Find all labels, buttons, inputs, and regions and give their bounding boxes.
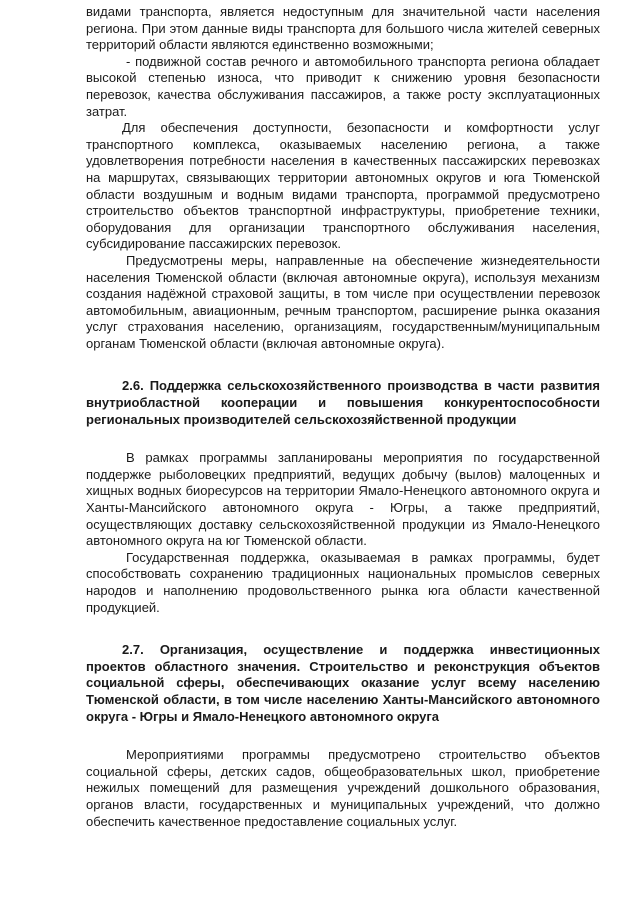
paragraph-rolling-stock: - подвижной состав речного и автомобильного транспорта региона обладает высокой степенью износа, что приводит к снижению уровня безопасности перевозок, качества обслуживания пассажиров, а также росту эксплуатационных затрат. <box>86 53 600 119</box>
section-heading-2-7: 2.7. Организация, осуществление и поддержка инвестиционных проектов областного значения. Строительство и реконструкция объектов социальной сферы, обеспечивающих оказание услуг всему населению Тюменской области, в том числе населению Ханты-Мансийского автономного округа - Югры и Ямало-Ненецкого автономного округа <box>86 642 600 724</box>
paragraph-insurance-measures: Предусмотрены меры, направленные на обеспечение жизнедеятельности населения Тюменской области (включая автономные округа), используя механизм создания надёжной страховой защиты, в том числе при осуществлении перевозок автомобильным, авиационным, речным транспортом, расширение рынка оказания услуг страхования населению, организациям, государственным/муниципальным органам Тюменской области (включая автономные округа). <box>86 252 600 351</box>
paragraph-fisheries-support: В рамках программы запланированы мероприятия по государственной поддержке рыболовецких предприятий, ведущих добычу (вылов) малоценных и хищных водных биоресурсов на территории Ямало-Ненецкого автономного округа и Ханты-Мансийского автономного округа - Югры, а также предприятий, осуществляющих доставку сельскохозяйственной продукции из Ямало-Ненецкого автономного округа на юг Тюменской области. <box>86 450 600 549</box>
paragraph-social-construction: Мероприятиями программы предусмотрено строительство объектов социальной сферы, детских садов, общеобразовательных школ, приобретение нежилых помещений для размещения учреждений дошкольного образования, органов власти, государственных и муниципальных учреждений, что должно обеспечить качественное предоставление социальных услуг. <box>86 747 600 829</box>
paragraph-state-support: Государственная поддержка, оказываемая в рамках программы, будет способствовать сохранению традиционных национальных промыслов северных народов и наполнению продовольственного рынка юга области качественной продукцией. <box>86 549 600 615</box>
section-heading-2-6: 2.6. Поддержка сельскохозяйственного производства в части развития внутриобластной кооперации и повышения конкурентоспособности региональных производителей сельскохозяйственной продукции <box>86 378 600 427</box>
paragraph-transport-measures: Для обеспечения доступности, безопасности и комфортности услуг транспортного комплекса, оказываемых населению региона, а также удовлетворения потребности населения в качественных пассажирских перевозках на маршрутах, связывающих территории автономных округов и юга Тюменской области воздушным и водным видами транспорта, программой предусмотрено строительство объектов транспортной инфраструктуры, приобретение техники, оборудования для организации транспортного обслуживания населения, субсидирование пассажирских перевозок. <box>86 120 600 252</box>
paragraph-transport-availability: видами транспорта, является недоступным для значительной части населения региона. При этом данные виды транспорта для большого числа жителей северных территорий области являются единственно возможными; <box>86 4 600 53</box>
